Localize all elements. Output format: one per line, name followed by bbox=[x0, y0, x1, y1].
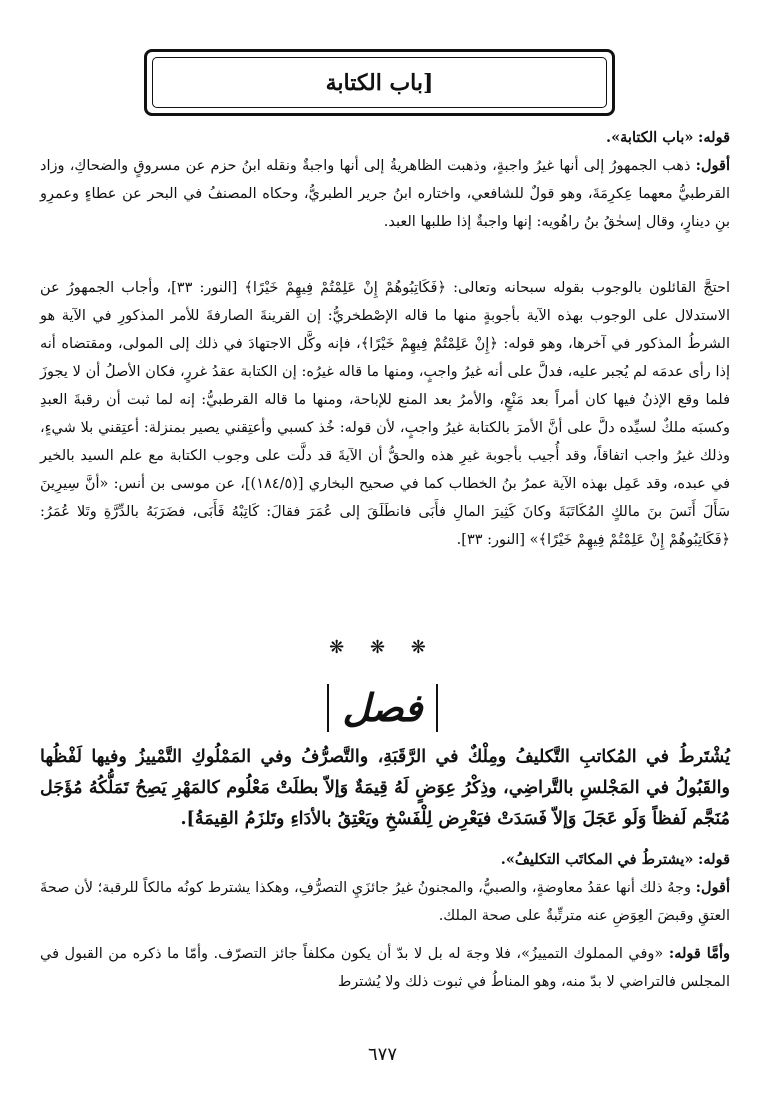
amma-label: وأمَّا قوله: bbox=[668, 945, 730, 962]
chapter-title-frame bbox=[144, 49, 615, 116]
chapter-title-inner-frame bbox=[152, 57, 607, 108]
paragraph-3 bbox=[40, 846, 730, 930]
paragraph-1 bbox=[40, 124, 730, 236]
aqul-text: ذهب الجمهورُ إلى أنها غيرُ واجبةٍ، وذهبت الظاهريةُ إلى أنها واجبةٌ ونقله ابنُ حزم عن مسروقٍ والضحاكِ، وزاد القرطبيُّ معهما عِكرِمَةَ، وهو قولٌ للشافعي، واختاره ابنُ جرير الطبريُّ، وحكاه المصنفُ في البحر عن عطاءٍ وعمرِو بنِ دينارٍ، وقال إسحٰقُ بنُ راهُويه: إنها واجبةٌ إذا طلبها العبد. bbox=[40, 158, 730, 230]
qawluh-label: قوله: bbox=[698, 129, 730, 146]
qawluh-text-2: «يشترطُ في المكاتَب التكليفُ». bbox=[500, 851, 694, 868]
fasl-heading: فصل bbox=[327, 684, 439, 732]
aqul-label-2: أقول: bbox=[695, 879, 730, 896]
qawluh-text: «باب الكتابة». bbox=[606, 129, 694, 146]
amma-text: «وفي المملوك التمييزُ»، فلا وجهَ له بل لا بدّ أن يكون مكلفاً جائز التصرّف. وأمّا ما ذكره من القبول في المجلس فالتراضي لا بدّ منه، وهو المناطُ في ثبوت ذلك ولا يُشترط bbox=[40, 946, 730, 990]
matn-text: يُشْتَرطُ في المُكاتبِ التَّكليفُ ومِلْكٌ في الرَّقَبَةِ، والتَّصرُّفُ وفي المَمْلُوكِ التَّمْييزُ وفيها لَفْظُها والقَبُولُ في المَجْلسِ بالتَّراضِي، وذِكْرُ عِوَضٍ لَهُ قِيمَةٌ وَإلاّ بطلَتْ مَعْلُوم كالمَهْرِ يَصِحُ تَمَلُّكُهُ مُؤَجَل مُنَجَّم لَفظاً وَلَو عَجَلَ وَإلاّ فَسَدَتْ فيَعْرِض لِلْفَسْخِ ويَعْتِقُ بالأدَاءِ وتَلزَمُ القِيمَةُ]. bbox=[40, 747, 730, 829]
aqul-text-2: وجهُ ذلك أنها عقدُ معاوضةٍ، والصبيُّ، والمجنونُ غيرُ جائزَيِ التصرُّفِ، وهكذا يشترط كونُه مالكاً للرقبة؛ لأن صحةَ العتقِ وقبضَ العِوَضِ عنه مترتِّبةٌ على صحة الملك. bbox=[40, 880, 730, 924]
fasl-heading-wrap bbox=[0, 684, 765, 732]
qawluh-label-2: قوله: bbox=[698, 851, 730, 868]
paragraph-2-text: احتجَّ القائلون بالوجوب بقوله سبحانه وتعالى: ﴿فَكَاتِبُوهُمْ إِنْ عَلِمْتُمْ فِيهِمْ خَيْرًا﴾ [النور: ٣٣]، وأجاب الجمهورُ عن الاستدلال على الوجوب بهذه الآية بأجوبةٍ منها ما قاله الإصْطخريُّ: إن القرينةَ الصارفةَ للأمر المذكورِ في الآية هو الشرطُ المذكور في آخرها، وهو قوله: ﴿إِنْ عَلِمْتُمْ فِيهِمْ خَيْرًا﴾، فإنه وكَّل الاجتهادَ في ذلك إلى المولى، ومقتضاه أنه إذا رأى عدمَه لم يُجبر عليه، فدلَّ على أنه غيرُ واجبٍ، ومنها ما قاله غيرُه: إن الكتابة عقدُ غررٍ، فكان الأصلُ أن لا يجوزَ فلما وقع الإذنُ فيها كان أمراً بعد مَنْعٍ، والأمرُ بعد المنع للإباحة، ومنها ما قاله القرطبيُّ: إنه لما ثبت أن رقبةَ العبدِ وكسبَه ملكٌ لسيِّده دلَّ على أنَّ الأمرَ بالكتابة غيرُ واجبٍ، لأن قوله: خُذ كسبي وأعتِقني يصير بمنزلة: أعتِقني بلا شيءٍ، وذلك غيرُ واجب اتفاقاً، وقد أُجيب بأجوبة غيرِ هذه والحقُّ أن الآيةَ قد دلَّت على وجوب الكتابة مع علم السيد بالخير في عبده، وقد عَمِل بهذه الآية عمرُ بنُ الخطاب كما في صحيح البخاري [(١٨٤/٥)]، عن موسى بن أنس: «أنَّ سِيرِينَ سَأَلَ أَنَسَ بنَ مالكٍ المُكَاتَبَةَ وكانَ كَثِيرَ المالِ فأَبَى فانطَلَقَ إلى عُمَرَ فقالَ: كَاتِبْهُ فَأَبَى، فضَرَبَهُ بالدِّرَّةِ وتَلا عُمَرُ: ﴿فَكَاتِبُوهُمْ إِنْ عَلِمْتُمْ فِيهِمْ خَيْرًا﴾» [النور: ٣٣]. bbox=[40, 280, 730, 548]
chapter-title: [باب الكتابة bbox=[325, 69, 434, 96]
paragraph-4 bbox=[40, 940, 730, 996]
section-separator: ❋ ❋ ❋ bbox=[329, 637, 436, 658]
page-number: ٦٧٧ bbox=[367, 1044, 397, 1065]
paragraph-2 bbox=[40, 274, 730, 554]
aqul-label: أقول: bbox=[695, 157, 730, 174]
